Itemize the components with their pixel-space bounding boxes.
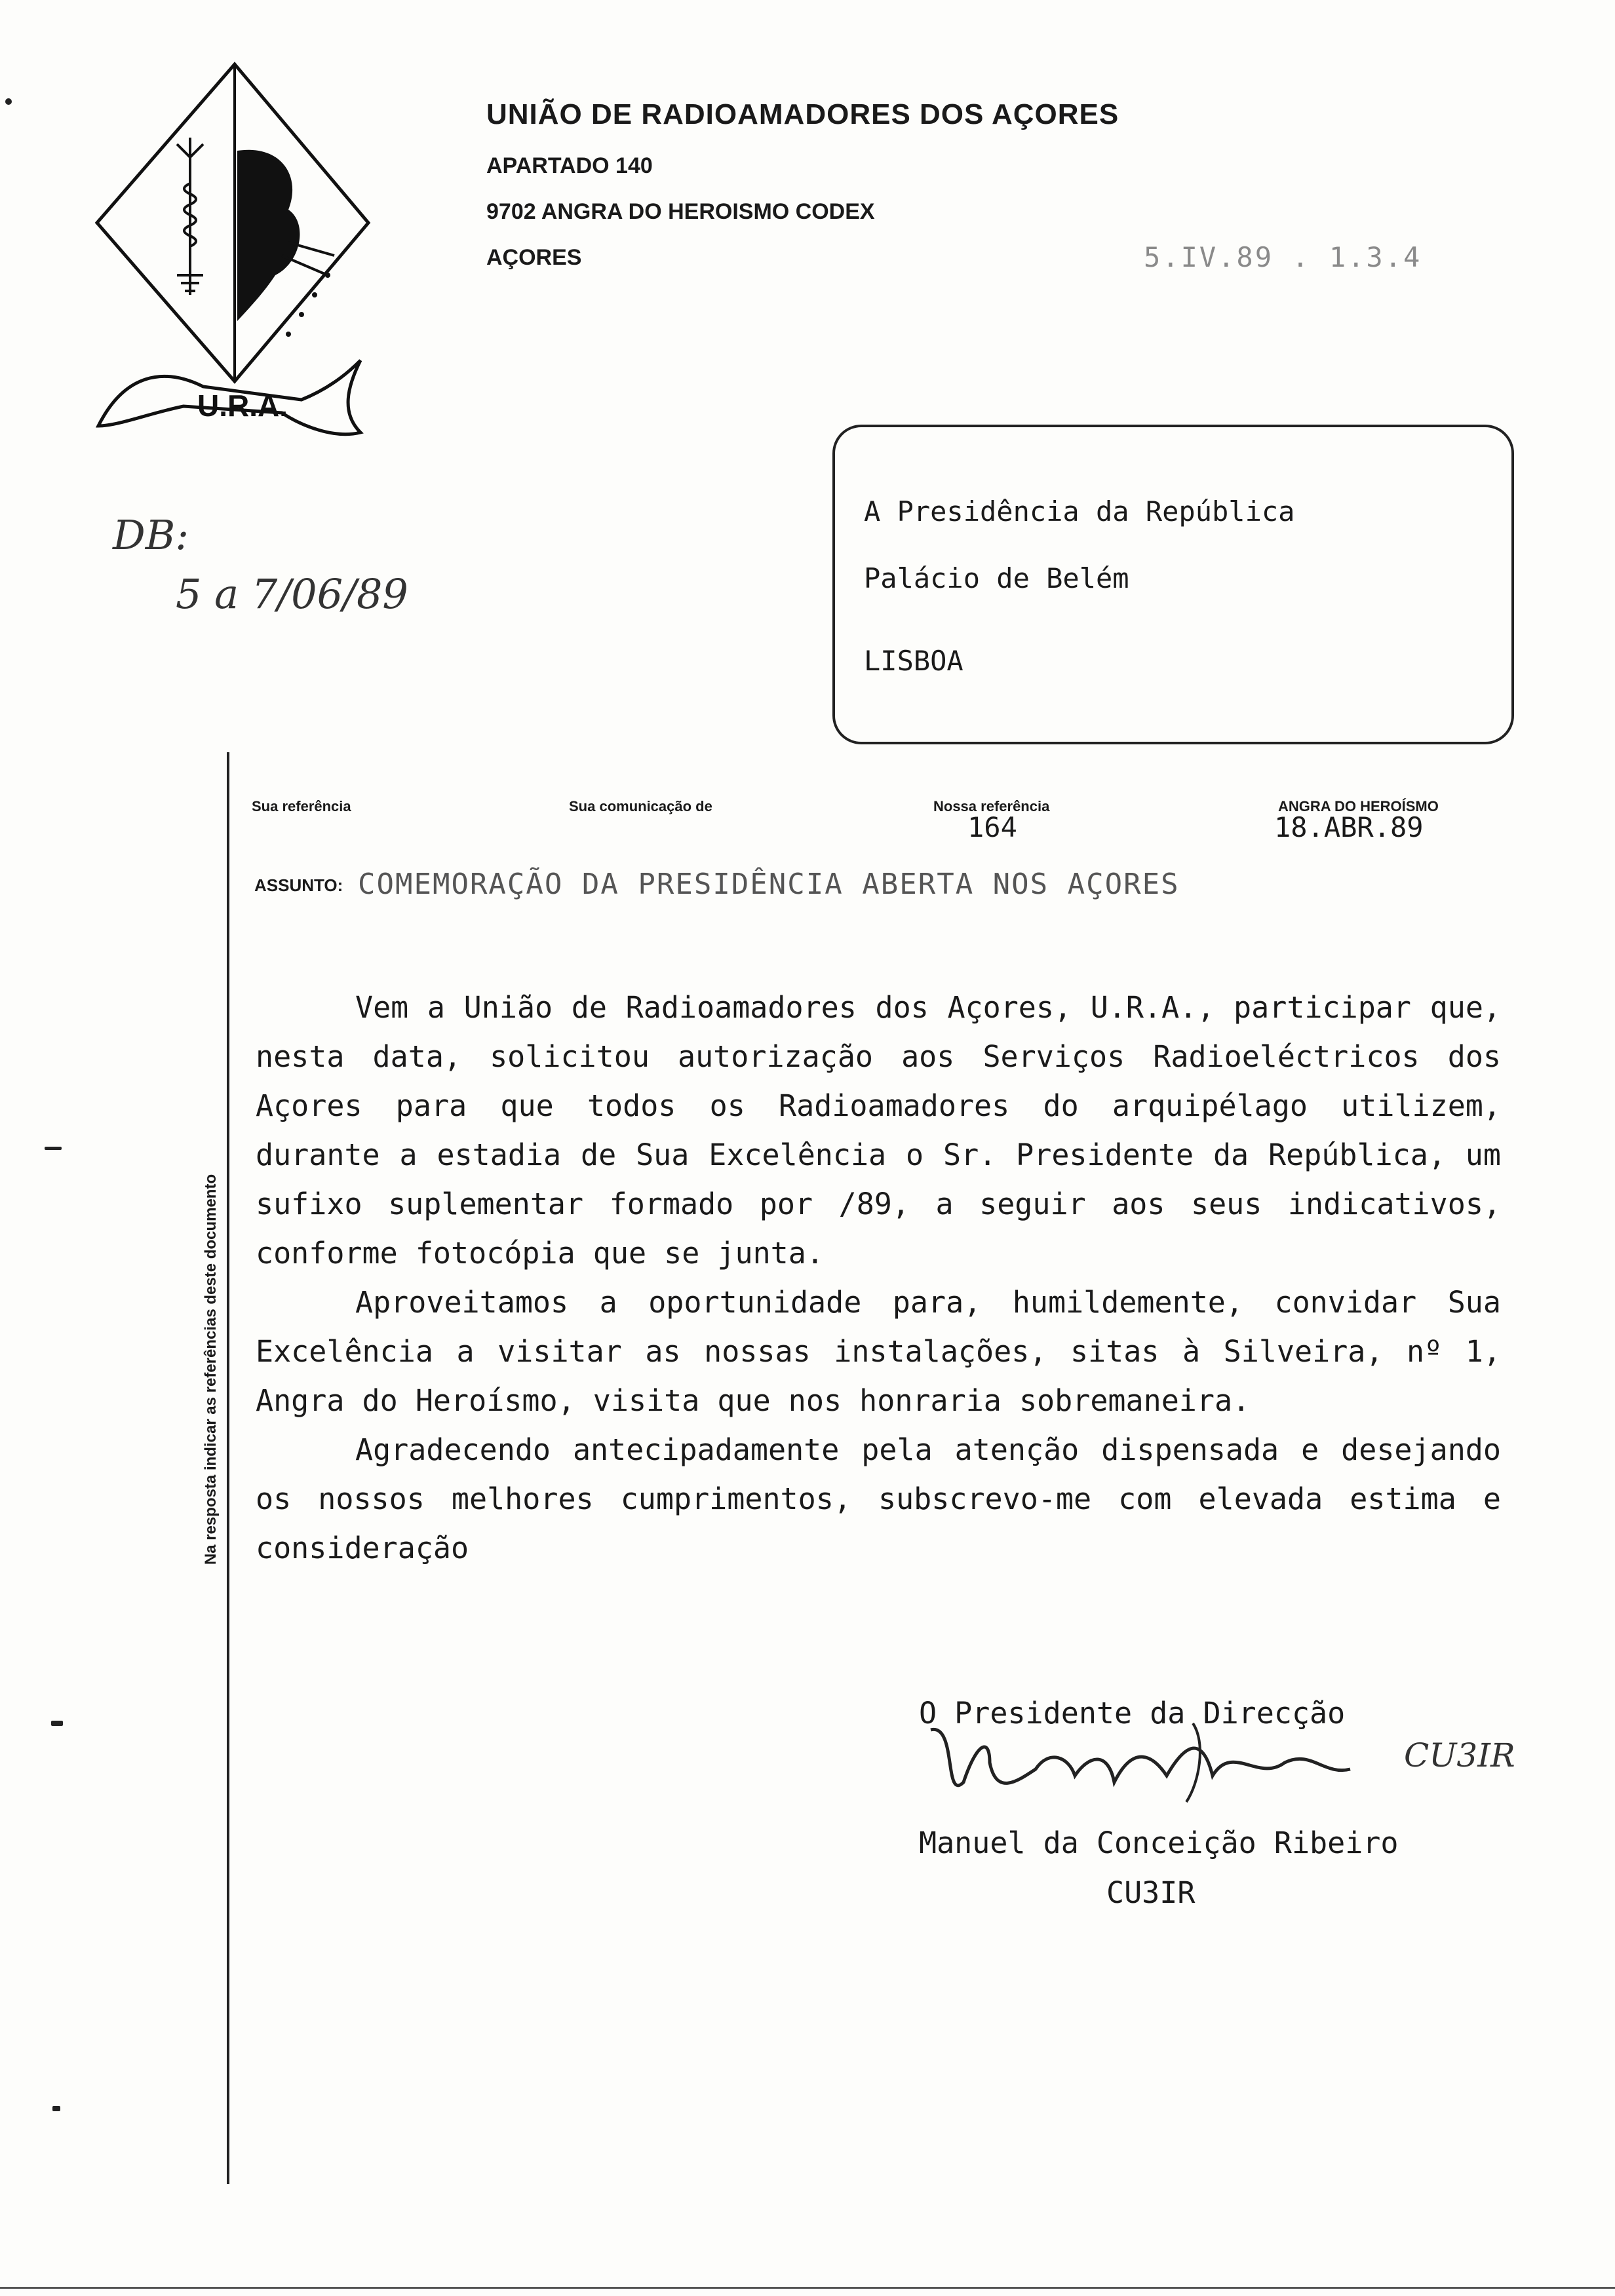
- handwritten-note-line-2: 5 a 7/06/89: [176, 570, 408, 618]
- scan-speck: [5, 98, 12, 105]
- side-note: Na resposta indicar as referências deste documento: [202, 1174, 220, 1565]
- org-address-line-1: APARTADO 140: [486, 153, 653, 178]
- letter-body: [256, 983, 1501, 1573]
- body-paragraph-1: Vem a União de Radioamadores dos Açores, U.R.A., participar que, nesta data, solicitou autorização aos Serviços Radioeléctricos dos Açores para que todos os Radioamadores do arquipélago utilizem, durante a estadia de Sua Excelência o Sr. Presidente da República, um sufixo suplementar formado por /89, a seguir aos seus indicativos, conforme fotocópia que se junta.: [256, 990, 1501, 1271]
- signatory-name: Manuel da Conceição Ribeiro: [919, 1826, 1399, 1860]
- signatory-callsign: CU3IR: [1106, 1875, 1196, 1910]
- scan-speck: [45, 1147, 62, 1150]
- scan-edge-line: [0, 2287, 1615, 2289]
- sua-referencia-label: Sua referência: [252, 798, 351, 814]
- recipient-line-2: Palácio de Belém: [864, 562, 1129, 594]
- handwritten-note-line-1: DB:: [113, 511, 189, 559]
- letter-date: 18.ABR.89: [1274, 811, 1424, 843]
- org-address-line-3: AÇORES: [486, 245, 582, 270]
- signature-title: O Presidente da Direcção: [919, 1696, 1346, 1731]
- recipient-line-3: LISBOA: [864, 645, 963, 677]
- scan-speck: [52, 2106, 60, 2111]
- body-paragraph-2: Aproveitamos a oportunidade para, humildemente, convidar Sua Excelência a visitar as nossas instalações, sitas à Silveira, nº 1, Angra do Heroísmo, visita que nos honraria sobremaneira.: [256, 1285, 1501, 1418]
- ura-logo: [85, 59, 380, 452]
- handwritten-callsign: CU3IR: [1404, 1736, 1515, 1774]
- subject-label: ASSUNTO:: [254, 875, 343, 895]
- body-paragraph-3: Agradecendo antecipadamente pela atenção dispensada e desejando os nossos melhores cumprimentos, subscrevo-me com elevada estima e consideração: [256, 1432, 1501, 1565]
- org-name: UNIÃO DE RADIOAMADORES DOS AÇORES: [486, 98, 1119, 130]
- logo-text: U.R.A.: [197, 389, 288, 423]
- receipt-stamp: 5.IV.89 . 1.3.4: [1144, 241, 1422, 273]
- recipient-line-1: A Presidência da República: [864, 495, 1295, 527]
- sua-comunicacao-label: Sua comunicação de: [569, 798, 712, 814]
- nossa-referencia-label: Nossa referência: [933, 798, 1050, 814]
- org-address-line-2: 9702 ANGRA DO HEROISMO CODEX: [486, 199, 875, 224]
- scan-speck: [51, 1721, 63, 1726]
- nossa-referencia-value: 164: [967, 811, 1017, 843]
- subject-text: COMEMORAÇÃO DA PRESIDÊNCIA ABERTA NOS AÇORES: [358, 868, 1180, 901]
- place-label: ANGRA DO HEROÍSMO: [1278, 798, 1439, 814]
- margin-rule: [227, 752, 229, 2184]
